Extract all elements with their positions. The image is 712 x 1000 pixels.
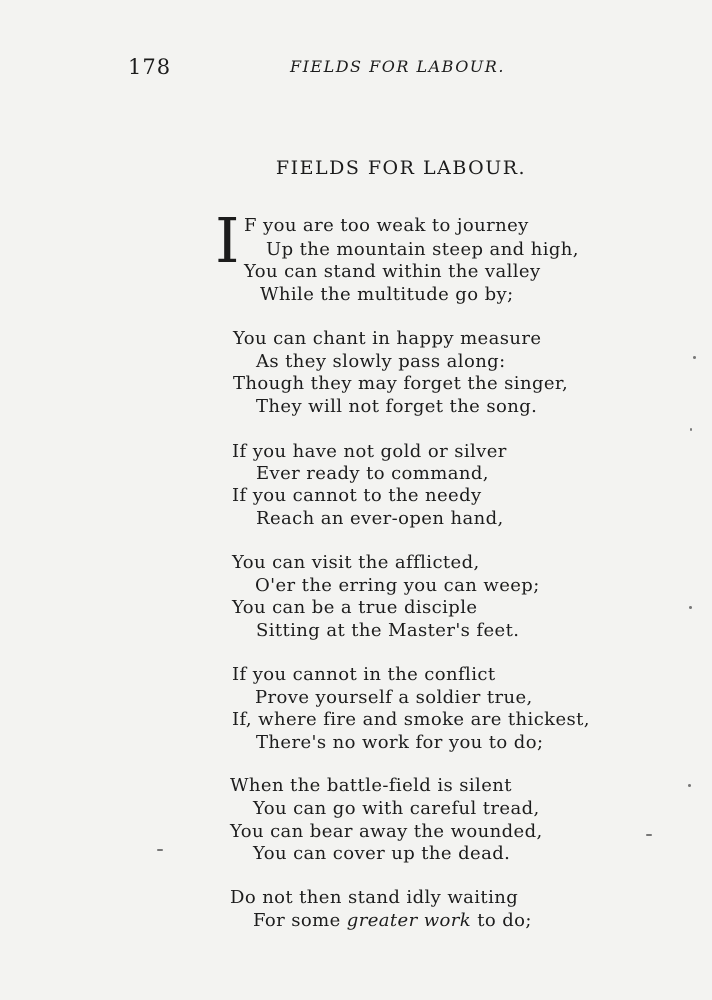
poem-line: While the multitude go by; — [260, 284, 514, 305]
poem-line: If, where fire and smoke are thickest, — [232, 709, 590, 730]
print-speck — [689, 606, 692, 609]
poem-line: F you are too weak to journey — [244, 215, 529, 236]
poem-line: Ever ready to command, — [256, 463, 489, 484]
print-speck — [690, 428, 692, 431]
poem-line: If you cannot in the conflict — [232, 664, 496, 685]
print-speck — [646, 834, 652, 836]
page-number: 178 — [128, 55, 172, 79]
emphasis-text: greater work — [346, 910, 472, 931]
poem-line: If you have not gold or silver — [232, 441, 507, 462]
print-speck — [693, 356, 696, 359]
poem-line: There's no work for you to do; — [256, 732, 544, 753]
poem-line: O'er the erring you can weep; — [255, 575, 540, 596]
poem-line: If you cannot to the needy — [232, 485, 482, 506]
poem-line: You can go with careful tread, — [253, 798, 540, 819]
poem-line: When the battle-field is silent — [230, 775, 512, 796]
poem-line: Reach an ever-open hand, — [256, 508, 504, 529]
poem-line: You can be a true disciple — [232, 597, 478, 618]
poem-line: Sitting at the Master's feet. — [256, 620, 520, 641]
drop-cap: I — [215, 204, 240, 277]
poem-line: You can bear away the wounded, — [230, 821, 543, 842]
running-title: FIELDS FOR LABOUR. — [290, 57, 505, 76]
print-speck — [157, 849, 163, 851]
poem-line: As they slowly pass along: — [256, 351, 506, 372]
last-line-end: to do; — [477, 910, 532, 931]
running-head — [0, 55, 712, 81]
poem-line: You can stand within the valley — [244, 261, 541, 282]
poem-line-last — [253, 909, 532, 933]
poem-line: You can chant in happy measure — [233, 328, 542, 349]
poem-line: They will not forget the song. — [256, 396, 538, 417]
poem-line: Do not then stand idly waiting — [230, 887, 519, 908]
poem-line: Up the mountain steep and high, — [266, 239, 579, 260]
print-speck — [688, 784, 691, 787]
poem-line: Though they may forget the singer, — [233, 373, 569, 394]
poem-line: You can visit the afflicted, — [232, 552, 480, 573]
poem-line: Prove yourself a soldier true, — [255, 687, 533, 708]
last-line-start: For some — [253, 910, 341, 931]
poem-line: You can cover up the dead. — [253, 843, 511, 864]
poem-title: FIELDS FOR LABOUR. — [275, 157, 527, 179]
